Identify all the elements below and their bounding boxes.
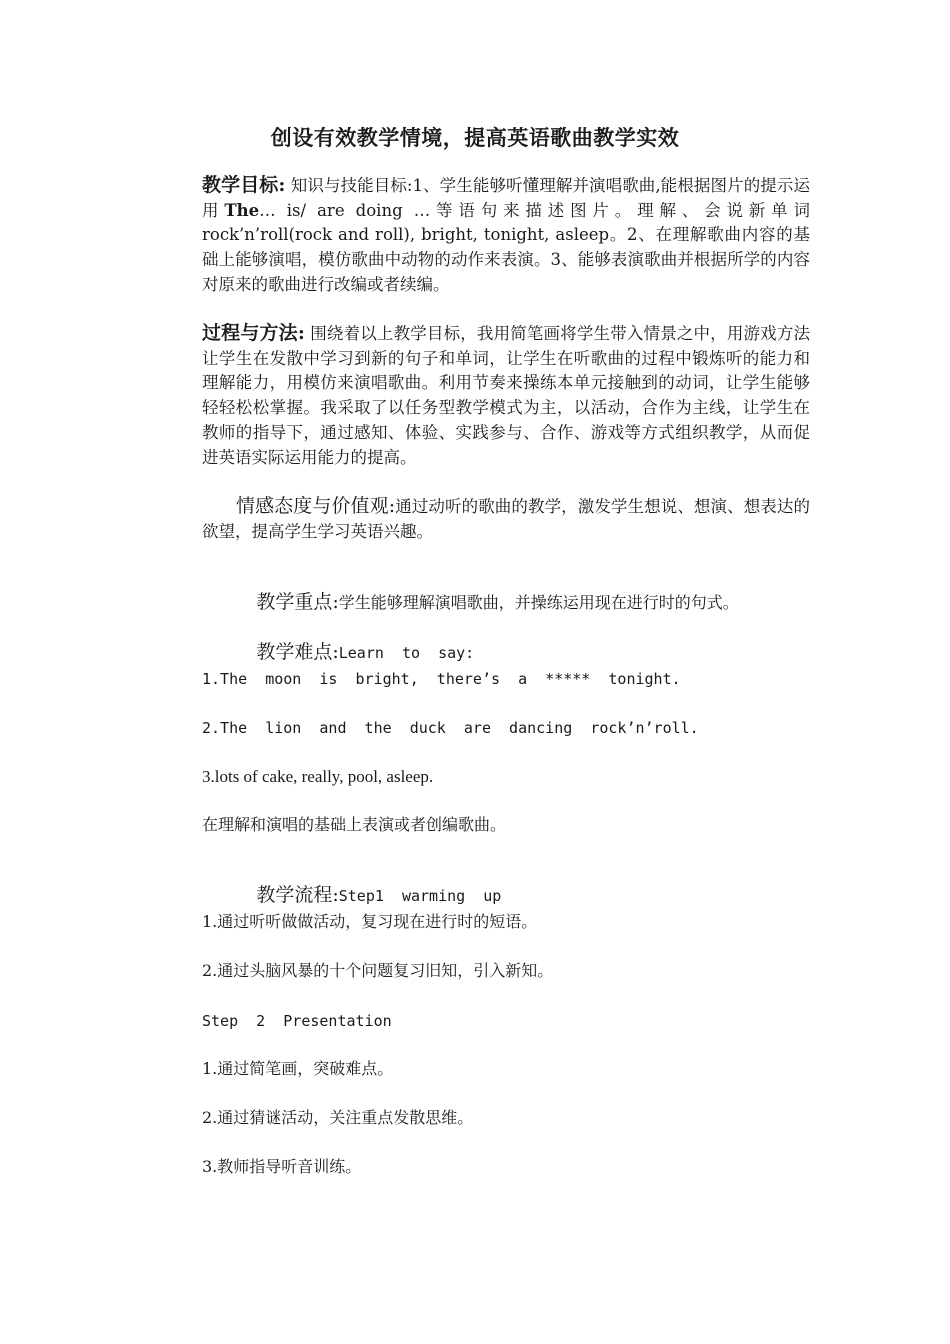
emotion-values-paragraph xyxy=(202,494,810,544)
perform-note: 在理解和演唱的基础上表演或者创编歌曲。 xyxy=(202,815,507,834)
teaching-goals-colon: : xyxy=(278,174,286,196)
step1-item-2: 2.通过头脑风暴的十个问题复习旧知，引入新知。 xyxy=(202,961,554,980)
difficulty-text: Learn to say: xyxy=(338,644,475,662)
key-point-heading: 教学重点: xyxy=(256,591,339,613)
step2-item-2: 2.通过猜谜活动，关注重点发散思维。 xyxy=(202,1108,474,1127)
document-title: 创设有效教学情境，提高英语歌曲教学实效 xyxy=(270,125,680,150)
sentence-3: 3.lots of cake, really, pool, asleep. xyxy=(202,767,434,786)
step1-item-1: 1.通过听听做做活动，复习现在进行时的短语。 xyxy=(202,912,538,931)
process-method-paragraph xyxy=(202,321,810,470)
process-method-heading: 过程与方法 xyxy=(202,322,298,344)
teaching-goals-text-a: 知识与技能目标:1、学生能够听懂理解并演唱歌曲,能根据图片的提示运用 xyxy=(202,176,810,220)
emotion-values-colon: : xyxy=(388,495,396,517)
sentence-2: 2.The lion and the duck are dancing rock’n’roll. xyxy=(202,719,699,737)
teaching-goals-paragraph xyxy=(202,173,810,298)
sentence-1: 1.The moon is bright, there’s a ***** tonight. xyxy=(202,670,681,688)
process-method-colon: : xyxy=(297,322,305,344)
step2-item-1: 1.通过简笔画，突破难点。 xyxy=(202,1059,394,1078)
teaching-goals-bold: The xyxy=(224,200,260,220)
step2-item-3: 3.教师指导听音训练。 xyxy=(202,1157,362,1176)
teaching-goals-text-b: … is/ are doing …等语句来描述图片。理解、会说新单词 rock’n’roll(rock and roll), bright, tonight, asleep。2、在理解歌曲内容的基础上能够演唱，模仿歌曲中动物的动作来表演。3、能够表演歌曲并根据所学的内容对原来的歌曲进行改编或者续编。 xyxy=(202,200,810,294)
difficulty-heading: 教学难点: xyxy=(256,641,339,663)
process-method-text: 围绕着以上教学目标，我用简笔画将学生带入情景之中，用游戏方法让学生在发散中学习到新的句子和单词，让学生在听歌曲的过程中锻炼听的能力和理解能力，用模仿来演唱歌曲。利用节奏来操练本单元接触到的动词，让学生能够轻轻松松掌握。我采取了以任务型教学模式为主，以活动，合作为主线，让学生在教师的指导下，通过感知、体验、实践参与、合作、游戏等方式组织教学，从而促进英语实际运用能力的提高。 xyxy=(202,324,811,467)
teaching-goals-heading: 教学目标 xyxy=(202,174,279,196)
key-point-text: 学生能够理解演唱歌曲，并操练运用现在进行时的句式。 xyxy=(338,593,739,612)
emotion-values-heading: 情感态度与价值观 xyxy=(236,495,389,517)
flow-step1: Step1 warming up xyxy=(338,887,502,905)
emotion-values-text: 通过动听的歌曲的教学，激发学生想说、想演、想表达的欲望，提高学生学习英语兴趣。 xyxy=(202,497,810,541)
step2-heading: Step 2 Presentation xyxy=(202,1012,392,1030)
flow-heading: 教学流程: xyxy=(256,884,339,906)
